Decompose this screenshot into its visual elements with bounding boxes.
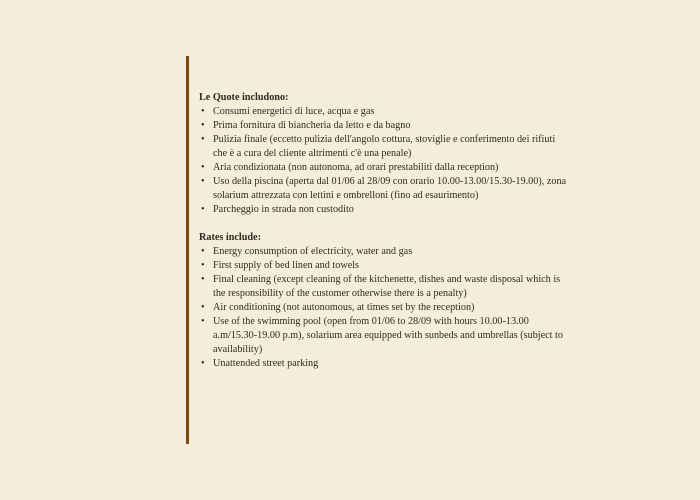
section-spacer xyxy=(199,217,569,231)
italian-inclusions-list xyxy=(199,105,569,217)
rates-content xyxy=(199,91,569,371)
list-item: • Energy consumption of electricity, water and gas xyxy=(199,245,569,259)
list-item: • First supply of bed linen and towels xyxy=(199,259,569,273)
list-item: • Consumi energetici di luce, acqua e gas xyxy=(199,105,569,119)
list-item: • Pulizia finale (eccetto pulizia dell'angolo cottura, stoviglie e conferimento dei rifiuti che è a cura del cliente altrimenti c'è una penale) xyxy=(199,133,569,161)
list-item: • Prima fornitura di biancheria da letto e da bagno xyxy=(199,119,569,133)
list-item: • Parcheggio in strada non custodito xyxy=(199,203,569,217)
list-item: • Unattended street parking xyxy=(199,357,569,371)
list-item: • Aria condizionata (non autonoma, ad orari prestabiliti dalla reception) xyxy=(199,161,569,175)
italian-section-title: Le Quote includono: xyxy=(199,92,289,103)
vertical-accent-rule xyxy=(186,56,189,444)
list-item: • Air conditioning (not autonomous, at times set by the reception) xyxy=(199,301,569,315)
list-item: • Use of the swimming pool (open from 01/06 to 28/09 with hours 10.00-13.00 a.m/15.30-19.00 p.m), solarium area equipped with sunbeds and umbrellas (subject to availability) xyxy=(199,315,569,357)
list-item: • Uso della piscina (aperta dal 01/06 al 28/09 con orario 10.00-13.00/15.30-19.00), zona solarium attrezzata con lettini e ombrelloni (fino ad esaurimento) xyxy=(199,175,569,203)
english-inclusions-list xyxy=(199,245,569,371)
list-item: • Final cleaning (except cleaning of the kitchenette, dishes and waste disposal which is the responsibility of the customer otherwise there is a penalty) xyxy=(199,273,569,301)
english-section-title: Rates include: xyxy=(199,232,261,243)
